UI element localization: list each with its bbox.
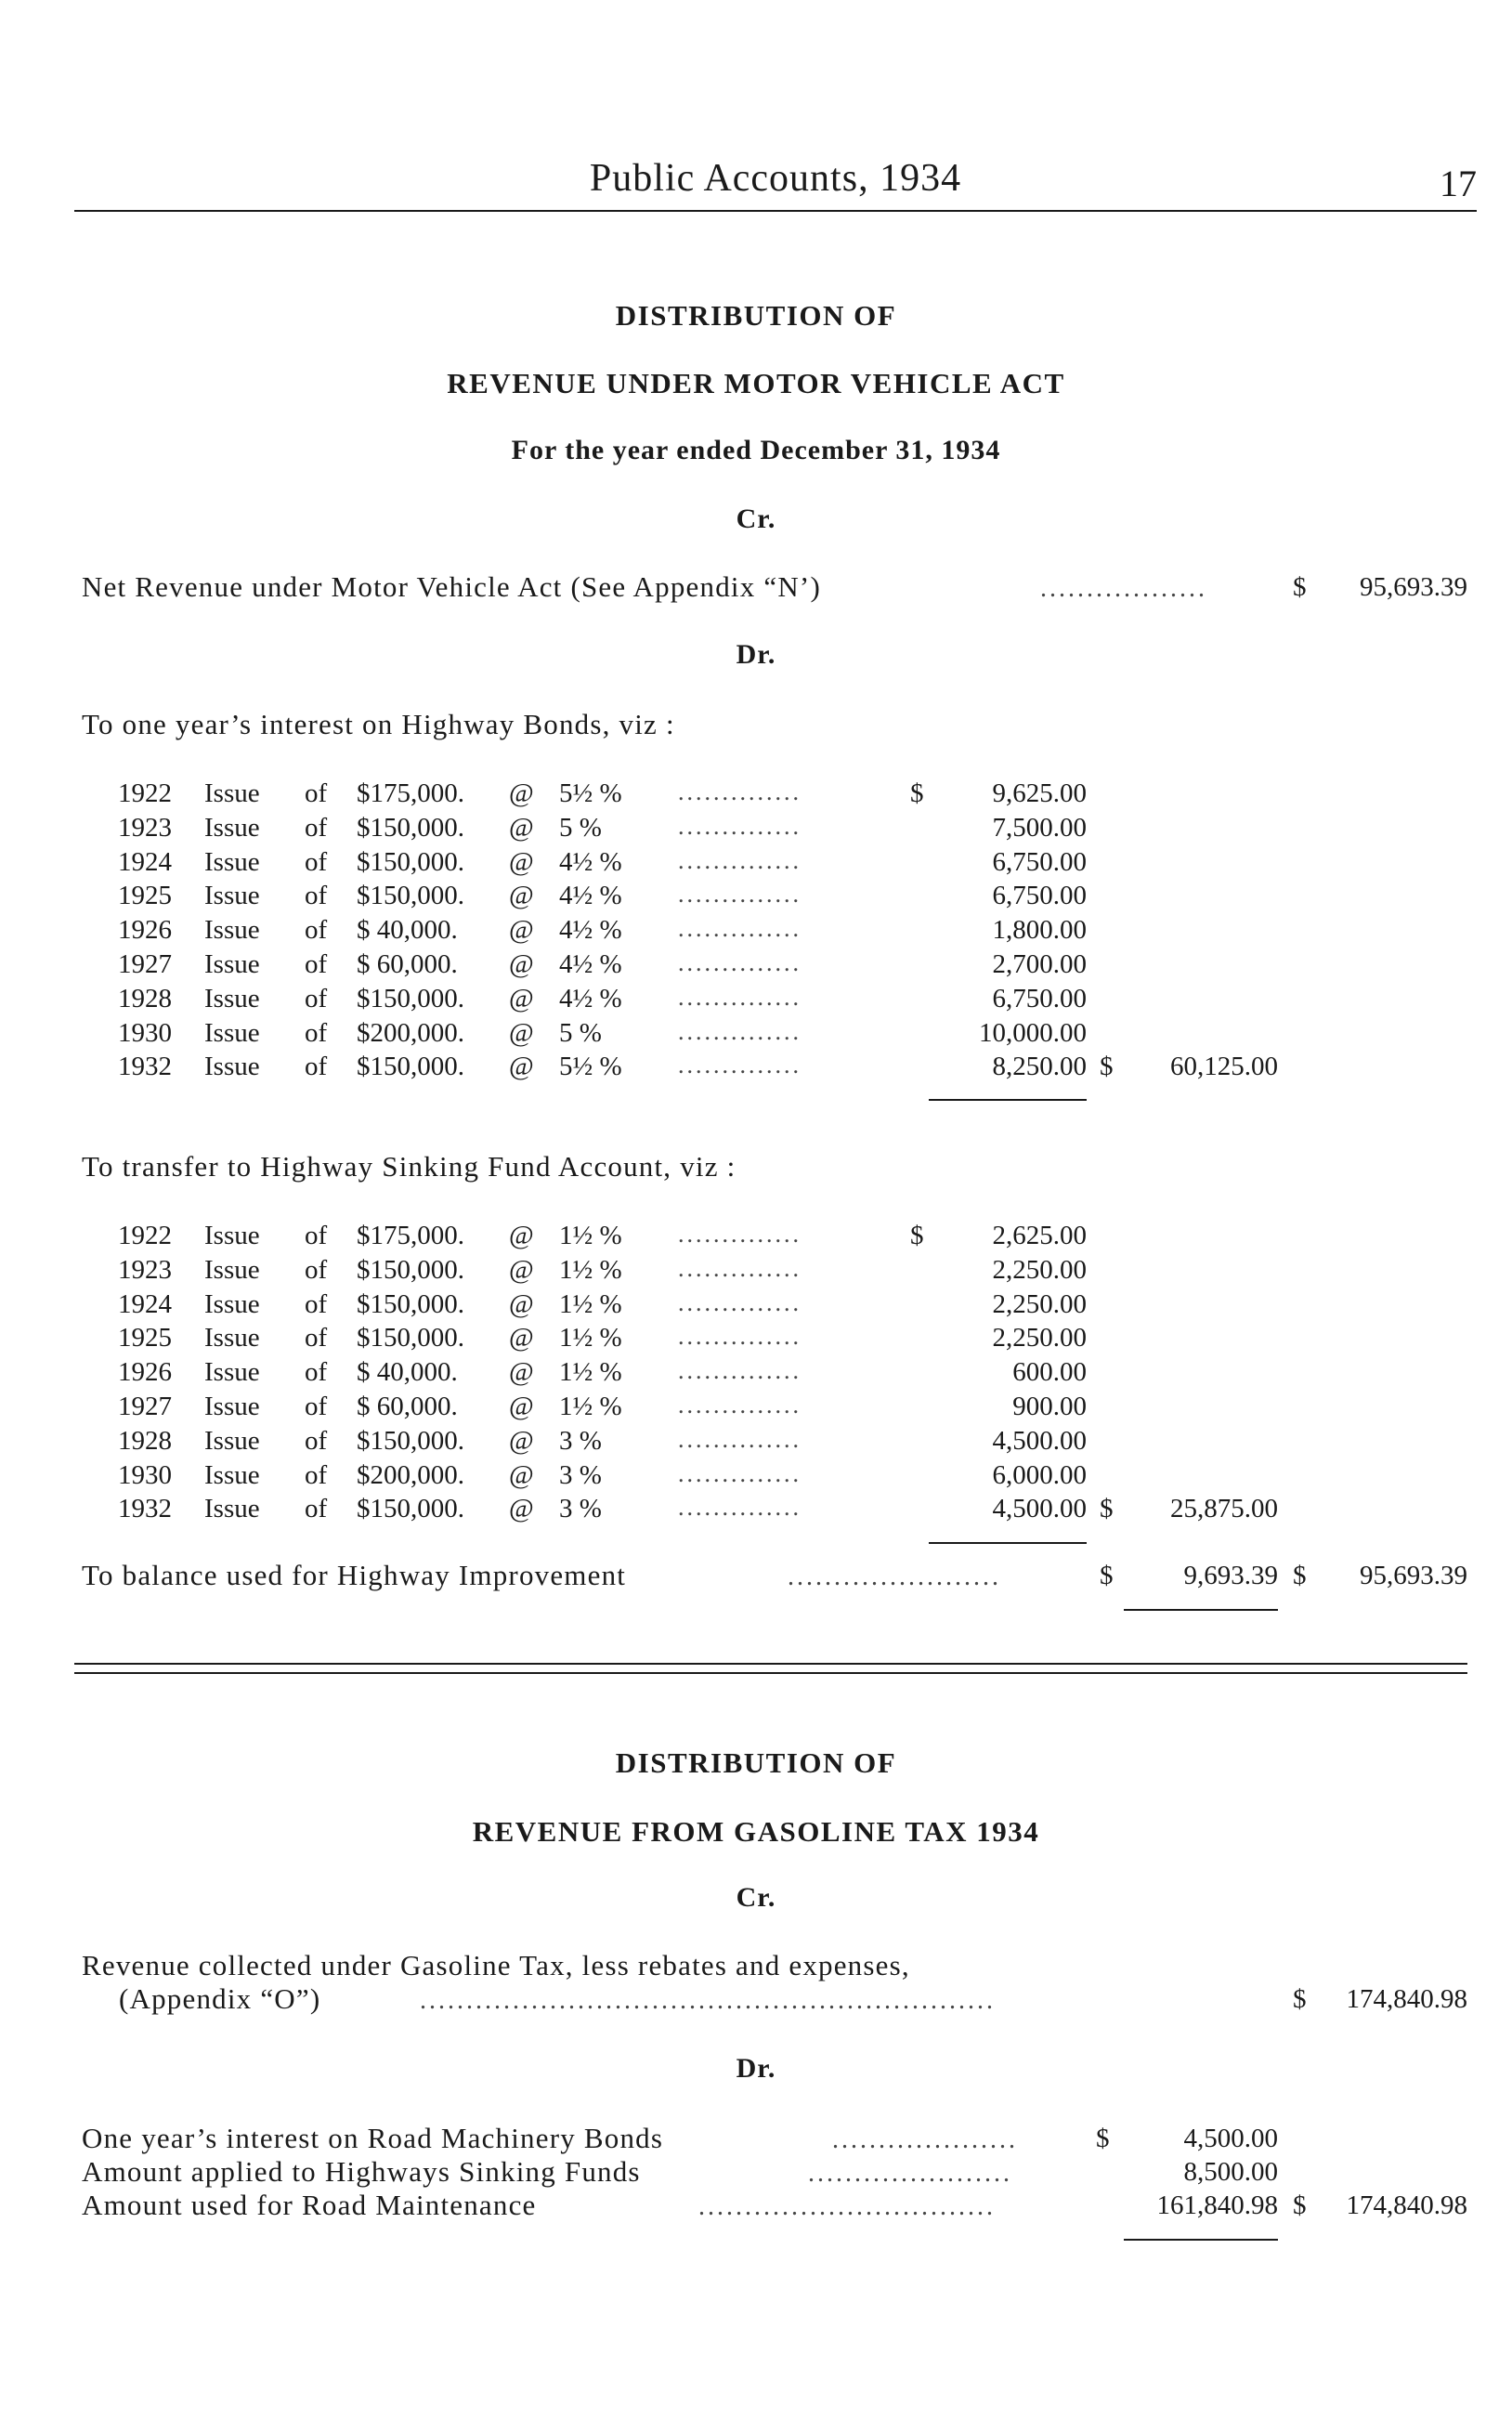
row-value: 2,250.00 bbox=[992, 1288, 1087, 1319]
interest-rate: 1½ % bbox=[559, 1392, 622, 1421]
section1-dr-label: Dr. bbox=[736, 639, 776, 670]
row-value: 6,750.00 bbox=[992, 846, 1087, 877]
issue-word: Issue bbox=[204, 1052, 260, 1082]
bond-year: 1924 bbox=[118, 1288, 172, 1319]
currency-symbol: $ bbox=[1100, 1494, 1114, 1524]
issue-word: Issue bbox=[204, 1494, 260, 1524]
bond-amount: $150,000. bbox=[357, 1425, 464, 1456]
bond-year: 1923 bbox=[118, 1254, 172, 1285]
interest-rate: 4½ % bbox=[559, 846, 622, 877]
at-sign: @ bbox=[509, 1494, 534, 1524]
bond-year: 1927 bbox=[118, 949, 172, 979]
currency-symbol: $ bbox=[910, 778, 924, 808]
sinking-row bbox=[0, 1289, 1512, 1323]
at-sign: @ bbox=[509, 1017, 534, 1048]
at-sign: @ bbox=[509, 1221, 534, 1250]
leader-dots: .............. bbox=[678, 778, 802, 805]
balance-amount: 9,693.39 bbox=[1183, 1561, 1278, 1590]
bond-amount: $ 40,000. bbox=[357, 915, 458, 946]
gas-item-interest-value: 4,500.00 bbox=[1183, 2124, 1278, 2153]
interest-rate: 1½ % bbox=[559, 1221, 622, 1250]
bond-amount: $150,000. bbox=[357, 1254, 464, 1285]
bond-amount: $150,000. bbox=[357, 1323, 464, 1353]
at-sign: @ bbox=[509, 1425, 534, 1456]
net-revenue-amount: 95,693.39 bbox=[1360, 572, 1467, 602]
gas-item-sinking-value: 8,500.00 bbox=[1183, 2157, 1278, 2187]
section1-heading-period: For the year ended December 31, 1934 bbox=[511, 435, 1001, 465]
of-word: of bbox=[305, 1323, 328, 1353]
interest-rate: 4½ % bbox=[559, 949, 622, 979]
section1-heading-title: REVENUE UNDER MOTOR VEHICLE ACT bbox=[447, 367, 1065, 399]
row-value: 4,500.00 bbox=[992, 1494, 1087, 1524]
of-word: of bbox=[305, 1392, 328, 1421]
bond-amount: $200,000. bbox=[357, 1459, 464, 1490]
section1-heading-distribution: DISTRIBUTION OF bbox=[615, 299, 897, 332]
at-sign: @ bbox=[509, 1288, 534, 1319]
bond-amount: $150,000. bbox=[357, 1494, 464, 1524]
leader-dots: .............. bbox=[678, 1459, 802, 1487]
bond-amount: $150,000. bbox=[357, 983, 464, 1013]
leader-dots: .............. bbox=[678, 1254, 802, 1282]
interest-rate: 4½ % bbox=[559, 915, 622, 946]
of-word: of bbox=[305, 881, 328, 911]
currency-symbol: $ bbox=[1100, 1561, 1114, 1590]
interest-subtotal: 60,125.00 bbox=[1170, 1052, 1278, 1082]
sinking-row bbox=[0, 1221, 1512, 1254]
row-value: 6,000.00 bbox=[992, 1459, 1087, 1490]
gasoline-revenue-label-line2: (Appendix “O”) bbox=[119, 1982, 321, 2015]
sinking-row bbox=[0, 1494, 1512, 1527]
bond-year: 1930 bbox=[118, 1017, 172, 1048]
leader-dots: .............................................................. bbox=[420, 1986, 996, 2015]
row-value: 7,500.00 bbox=[992, 812, 1087, 843]
leader-dots: .............. bbox=[678, 1221, 802, 1248]
row-value: 4,500.00 bbox=[992, 1425, 1087, 1456]
gas-item-maintenance-value: 161,840.98 bbox=[1156, 2190, 1278, 2220]
gas-item-interest-label: One year’s interest on Road Machinery Bonds bbox=[82, 2122, 664, 2154]
row-value: 9,625.00 bbox=[992, 778, 1087, 808]
currency-symbol: $ bbox=[1096, 2124, 1110, 2153]
interest-row bbox=[0, 984, 1512, 1017]
issue-word: Issue bbox=[204, 1357, 260, 1388]
bond-amount: $150,000. bbox=[357, 1288, 464, 1319]
grand-total-rule bbox=[1124, 1609, 1278, 1611]
section-separator-rule bbox=[74, 1663, 1467, 1665]
bond-amount: $150,000. bbox=[357, 812, 464, 843]
bond-amount: $ 60,000. bbox=[357, 1392, 458, 1421]
interest-rate: 5½ % bbox=[559, 1052, 622, 1082]
of-word: of bbox=[305, 1052, 328, 1082]
currency-symbol: $ bbox=[1293, 2190, 1307, 2220]
leader-dots: .............. bbox=[678, 1288, 802, 1316]
at-sign: @ bbox=[509, 778, 534, 808]
sinking-subtotal: 25,875.00 bbox=[1170, 1494, 1278, 1524]
balance-label: To balance used for Highway Improvement bbox=[82, 1559, 627, 1591]
section2-heading-title: REVENUE FROM GASOLINE TAX 1934 bbox=[472, 1815, 1040, 1848]
running-head-title: Public Accounts, 1934 bbox=[589, 157, 962, 200]
row-value: 600.00 bbox=[1012, 1357, 1087, 1388]
bond-year: 1928 bbox=[118, 983, 172, 1013]
of-word: of bbox=[305, 846, 328, 877]
sinking-row bbox=[0, 1255, 1512, 1288]
row-value: 2,625.00 bbox=[992, 1221, 1087, 1250]
bond-amount: $ 60,000. bbox=[357, 949, 458, 979]
issue-word: Issue bbox=[204, 812, 260, 843]
bond-amount: $150,000. bbox=[357, 1052, 464, 1082]
net-revenue-label: Net Revenue under Motor Vehicle Act (See Appendix “N’) bbox=[82, 570, 821, 603]
issue-word: Issue bbox=[204, 881, 260, 911]
of-word: of bbox=[305, 949, 328, 979]
row-value: 10,000.00 bbox=[979, 1017, 1087, 1048]
bond-year: 1932 bbox=[118, 1494, 172, 1524]
interest-row bbox=[0, 847, 1512, 881]
issue-word: Issue bbox=[204, 983, 260, 1013]
currency-symbol: $ bbox=[1293, 1561, 1307, 1590]
interest-row bbox=[0, 813, 1512, 846]
at-sign: @ bbox=[509, 1323, 534, 1353]
leader-dots: .............. bbox=[678, 1392, 802, 1419]
bond-year: 1926 bbox=[118, 915, 172, 946]
at-sign: @ bbox=[509, 881, 534, 911]
at-sign: @ bbox=[509, 1459, 534, 1490]
issue-word: Issue bbox=[204, 778, 260, 808]
interest-rate: 3 % bbox=[559, 1425, 602, 1456]
at-sign: @ bbox=[509, 949, 534, 979]
gasoline-total-amount: 174,840.98 bbox=[1346, 2190, 1467, 2220]
of-word: of bbox=[305, 915, 328, 946]
leader-dots: .............. bbox=[678, 1017, 802, 1045]
leader-dots: .............. bbox=[678, 1357, 802, 1385]
bond-amount: $ 40,000. bbox=[357, 1357, 458, 1388]
of-word: of bbox=[305, 1288, 328, 1319]
of-word: of bbox=[305, 1425, 328, 1456]
page-number: 17 bbox=[1440, 163, 1477, 204]
leader-dots: .............. bbox=[678, 846, 802, 874]
currency-symbol: $ bbox=[1293, 1984, 1307, 2014]
interest-rate: 4½ % bbox=[559, 881, 622, 911]
leader-dots: .............. bbox=[678, 881, 802, 909]
issue-word: Issue bbox=[204, 1017, 260, 1048]
row-value: 2,700.00 bbox=[992, 949, 1087, 979]
row-value: 2,250.00 bbox=[992, 1254, 1087, 1285]
interest-rate: 1½ % bbox=[559, 1288, 622, 1319]
bond-amount: $150,000. bbox=[357, 881, 464, 911]
row-value: 6,750.00 bbox=[992, 983, 1087, 1013]
interest-rate: 5 % bbox=[559, 812, 602, 843]
leader-dots: .............. bbox=[678, 949, 802, 976]
interest-row bbox=[0, 1052, 1512, 1085]
header-rule bbox=[74, 210, 1477, 212]
bond-year: 1925 bbox=[118, 881, 172, 911]
sinking-fund-label: To transfer to Highway Sinking Fund Account, viz : bbox=[82, 1150, 736, 1183]
at-sign: @ bbox=[509, 983, 534, 1013]
interest-rate: 4½ % bbox=[559, 983, 622, 1013]
leader-dots: .............. bbox=[678, 1323, 802, 1351]
at-sign: @ bbox=[509, 846, 534, 877]
interest-row bbox=[0, 1018, 1512, 1052]
row-value: 8,250.00 bbox=[992, 1052, 1087, 1082]
at-sign: @ bbox=[509, 1392, 534, 1421]
section2-cr-label: Cr. bbox=[736, 1882, 776, 1913]
currency-symbol: $ bbox=[1293, 572, 1307, 602]
leader-dots: .............. bbox=[678, 915, 802, 943]
leader-dots: .............. bbox=[678, 812, 802, 840]
of-word: of bbox=[305, 1254, 328, 1285]
interest-rate: 3 % bbox=[559, 1494, 602, 1524]
issue-word: Issue bbox=[204, 1425, 260, 1456]
leader-dots: .............. bbox=[678, 1425, 802, 1453]
sinking-row bbox=[0, 1323, 1512, 1356]
of-word: of bbox=[305, 778, 328, 808]
row-value: 900.00 bbox=[1012, 1392, 1087, 1421]
bond-year: 1930 bbox=[118, 1459, 172, 1490]
at-sign: @ bbox=[509, 1254, 534, 1285]
interest-rate: 5½ % bbox=[559, 778, 622, 808]
section2-heading-distribution: DISTRIBUTION OF bbox=[615, 1746, 897, 1779]
interest-rate: 1½ % bbox=[559, 1254, 622, 1285]
issue-word: Issue bbox=[204, 1459, 260, 1490]
bond-year: 1922 bbox=[118, 1221, 172, 1250]
of-word: of bbox=[305, 1494, 328, 1524]
interest-row bbox=[0, 881, 1512, 914]
leader-dots: .............. bbox=[678, 1052, 802, 1079]
issue-word: Issue bbox=[204, 949, 260, 979]
bond-year: 1922 bbox=[118, 778, 172, 808]
bond-amount: $150,000. bbox=[357, 846, 464, 877]
at-sign: @ bbox=[509, 1357, 534, 1388]
bond-year: 1924 bbox=[118, 846, 172, 877]
bond-year: 1925 bbox=[118, 1323, 172, 1353]
leader-dots: .................... bbox=[832, 2125, 1018, 2154]
sinking-row bbox=[0, 1392, 1512, 1425]
currency-symbol: $ bbox=[910, 1221, 924, 1250]
gasoline-revenue-amount: 174,840.98 bbox=[1346, 1984, 1467, 2014]
interest-rate: 5 % bbox=[559, 1017, 602, 1048]
gasoline-total-rule bbox=[1124, 2239, 1278, 2241]
currency-symbol: $ bbox=[1100, 1052, 1114, 1082]
of-word: of bbox=[305, 1017, 328, 1048]
issue-word: Issue bbox=[204, 1323, 260, 1353]
interest-row bbox=[0, 915, 1512, 948]
sinking-row bbox=[0, 1460, 1512, 1494]
section1-cr-label: Cr. bbox=[736, 503, 776, 534]
leader-dots: ................................ bbox=[698, 2192, 996, 2221]
of-word: of bbox=[305, 1459, 328, 1490]
bond-year: 1928 bbox=[118, 1425, 172, 1456]
section-separator-rule bbox=[74, 1672, 1467, 1674]
leader-dots: ...................... bbox=[808, 2159, 1012, 2188]
interest-label: To one year’s interest on Highway Bonds, viz : bbox=[82, 708, 675, 740]
interest-row bbox=[0, 778, 1512, 812]
gas-item-sinking-label: Amount applied to Highways Sinking Funds bbox=[82, 2155, 641, 2188]
bond-amount: $175,000. bbox=[357, 1221, 464, 1250]
interest-rate: 1½ % bbox=[559, 1323, 622, 1353]
issue-word: Issue bbox=[204, 846, 260, 877]
at-sign: @ bbox=[509, 812, 534, 843]
sinking-row bbox=[0, 1357, 1512, 1391]
section2-dr-label: Dr. bbox=[736, 2053, 776, 2084]
issue-word: Issue bbox=[204, 1254, 260, 1285]
issue-word: Issue bbox=[204, 915, 260, 946]
leader-dots: ....................... bbox=[788, 1563, 1001, 1591]
bond-year: 1927 bbox=[118, 1392, 172, 1421]
interest-rate: 1½ % bbox=[559, 1357, 622, 1388]
interest-row bbox=[0, 949, 1512, 983]
leader-dots: .............. bbox=[678, 983, 802, 1011]
issue-word: Issue bbox=[204, 1392, 260, 1421]
bond-year: 1932 bbox=[118, 1052, 172, 1082]
of-word: of bbox=[305, 983, 328, 1013]
bond-year: 1923 bbox=[118, 812, 172, 843]
interest-rate: 3 % bbox=[559, 1459, 602, 1490]
row-value: 2,250.00 bbox=[992, 1323, 1087, 1353]
issue-word: Issue bbox=[204, 1288, 260, 1319]
of-word: of bbox=[305, 1221, 328, 1250]
sinking-row bbox=[0, 1426, 1512, 1459]
sinking-subtotal-rule bbox=[929, 1542, 1087, 1544]
at-sign: @ bbox=[509, 915, 534, 946]
leader-dots: .................. bbox=[1040, 574, 1207, 603]
of-word: of bbox=[305, 812, 328, 843]
gasoline-revenue-label-line1: Revenue collected under Gasoline Tax, less rebates and expenses, bbox=[82, 1949, 910, 1981]
issue-word: Issue bbox=[204, 1221, 260, 1250]
gas-item-maintenance-label: Amount used for Road Maintenance bbox=[82, 2189, 537, 2221]
bond-amount: $200,000. bbox=[357, 1017, 464, 1048]
grand-total-amount: 95,693.39 bbox=[1360, 1561, 1467, 1590]
leader-dots: .............. bbox=[678, 1494, 802, 1522]
at-sign: @ bbox=[509, 1052, 534, 1082]
interest-subtotal-rule bbox=[929, 1099, 1087, 1101]
of-word: of bbox=[305, 1357, 328, 1388]
bond-year: 1926 bbox=[118, 1357, 172, 1388]
row-value: 6,750.00 bbox=[992, 881, 1087, 911]
bond-amount: $175,000. bbox=[357, 778, 464, 808]
row-value: 1,800.00 bbox=[992, 915, 1087, 946]
running-head bbox=[74, 156, 1477, 212]
